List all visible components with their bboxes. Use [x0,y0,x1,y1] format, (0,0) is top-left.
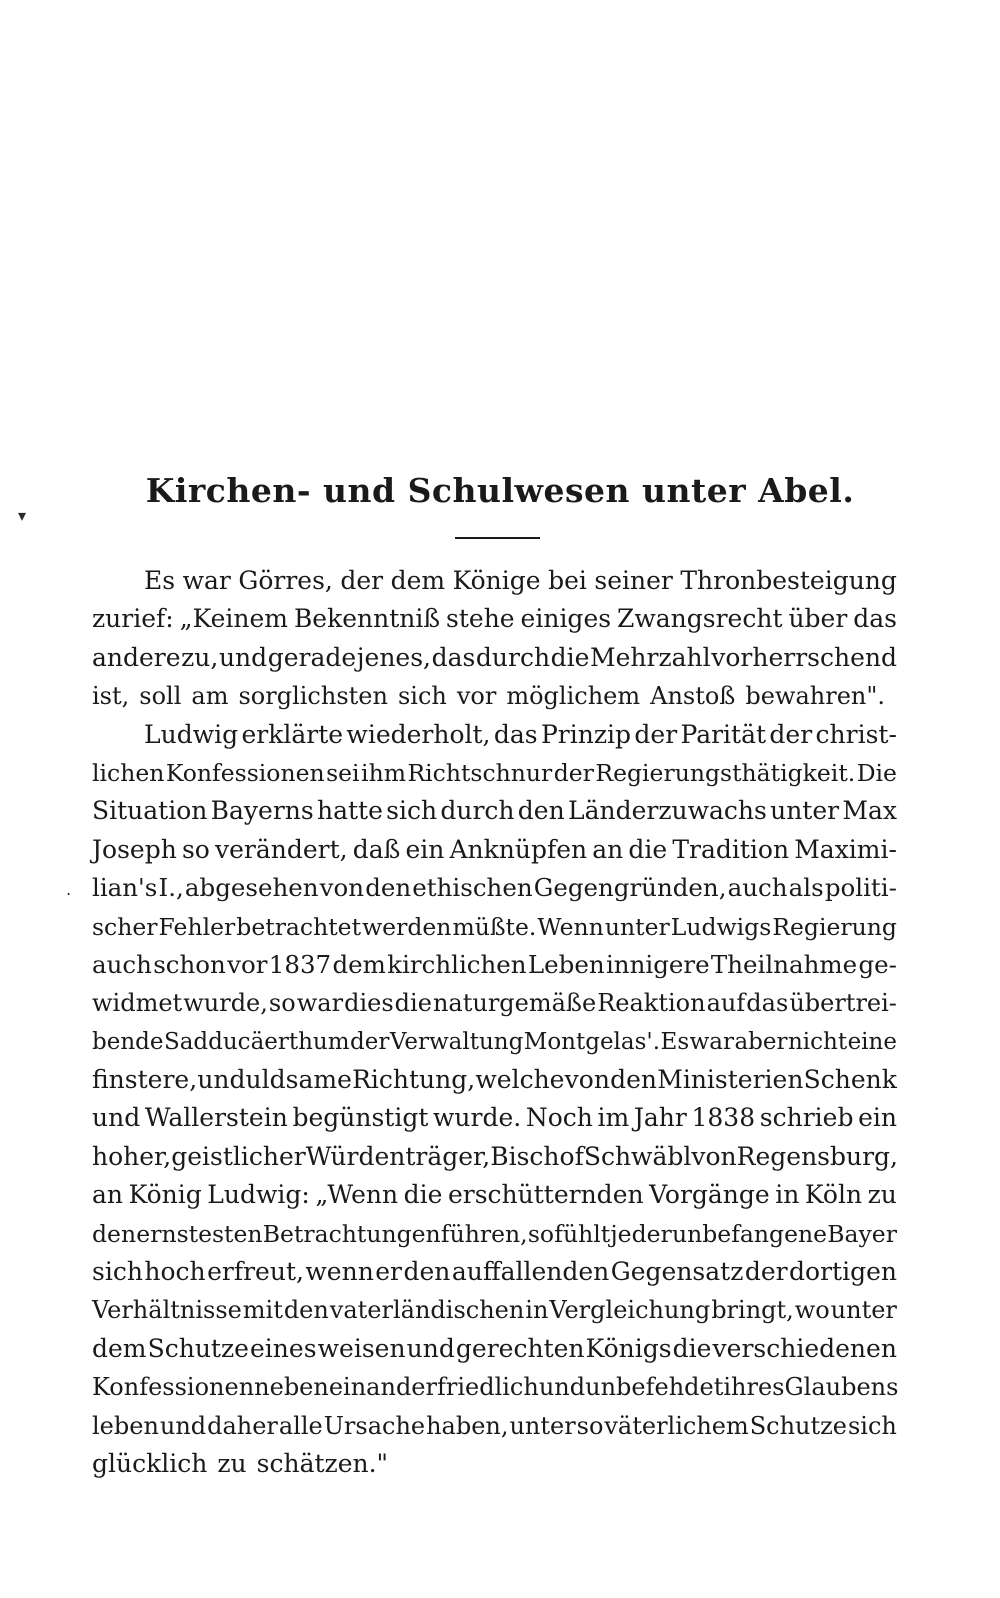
text-line: auch schon vor 1837 dem kirchlichen Leben innigere Theilnahme ge- [92,949,897,979]
text-line: den ernstesten Betrachtungen führen, so fühlt jeder unbefangene Bayer [92,1219,897,1248]
heading-rule [455,537,540,539]
text-line: Konfessionen neben einander friedlich und unbefehdet ihres Glaubens [92,1373,899,1402]
text-line: hoher, geistlicher Würdenträger, Bischof Schwäbl von Regensburg, [92,1141,899,1171]
text-line: leben und daher alle Ursache haben, unter so väterlichem Schutze sich [92,1411,897,1440]
text-line: dem Schutze eines weisen und gerechten Königs die verschiedenen [92,1333,897,1363]
body-text [92,562,897,1483]
text-line: scher Fehler betrachtet werden müßte. Wenn unter Ludwigs Regierung [92,912,897,941]
text-line: lichen Konfessionen sei ihm Richtschnur der Regierungsthätigkeit. Die [92,758,897,787]
text-line: Ludwig erklärte wiederholt, das Prinzip der Parität der christ- [144,719,897,749]
text-line: Es war Görres, der dem Könige bei seiner Thronbesteigung [144,566,897,595]
text-line: bende Sadducäerthum der Verwaltung Montgelas'. Es war aber nicht eine [92,1028,897,1055]
text-line: an König Ludwig: „Wenn die erschütternden Vorgänge in Köln zu [92,1180,897,1210]
margin-speck: ▾ [18,506,27,525]
text-line: und Wallerstein begünstigt wurde. Noch im Jahr 1838 schrieb ein [92,1103,897,1133]
text-line: glücklich zu schätzen." [92,1448,389,1478]
text-line: sich hoch erfreut, wenn er den auffallenden Gegensatz der dortigen [92,1257,897,1287]
text-line: widmet wurde, so war dies die naturgemäße Reaktion auf das übertrei- [92,989,897,1018]
text-line: lian's I., abgesehen von den ethischen Gegengründen, auch als politi- [92,873,897,903]
chapter-heading: Kirchen- und Schulwesen unter Abel. [145,471,855,510]
text-line: Joseph so verändert, daß ein Anknüpfen an die Tradition Maximi- [92,834,897,864]
text-line: Situation Bayerns hatte sich durch den Länderzuwachs unter Max [92,796,897,826]
text-line: ist, soll am sorglichsten sich vor möglichem Anstoß bewahren". [92,682,886,711]
text-line: zurief: „Keinem Bekenntniß stehe einiges Zwangsrecht über das [92,604,897,634]
margin-dot: . [66,880,72,899]
text-line: andere zu, und gerade jenes, das durch die Mehrzahl vorherrschend [92,642,897,672]
text-line: Verhältnisse mit den vaterländischen in Vergleichung bringt, wo unter [92,1296,897,1325]
text-line: finstere, unduldsame Richtung, welche von den Ministerien Schenk [92,1065,897,1095]
